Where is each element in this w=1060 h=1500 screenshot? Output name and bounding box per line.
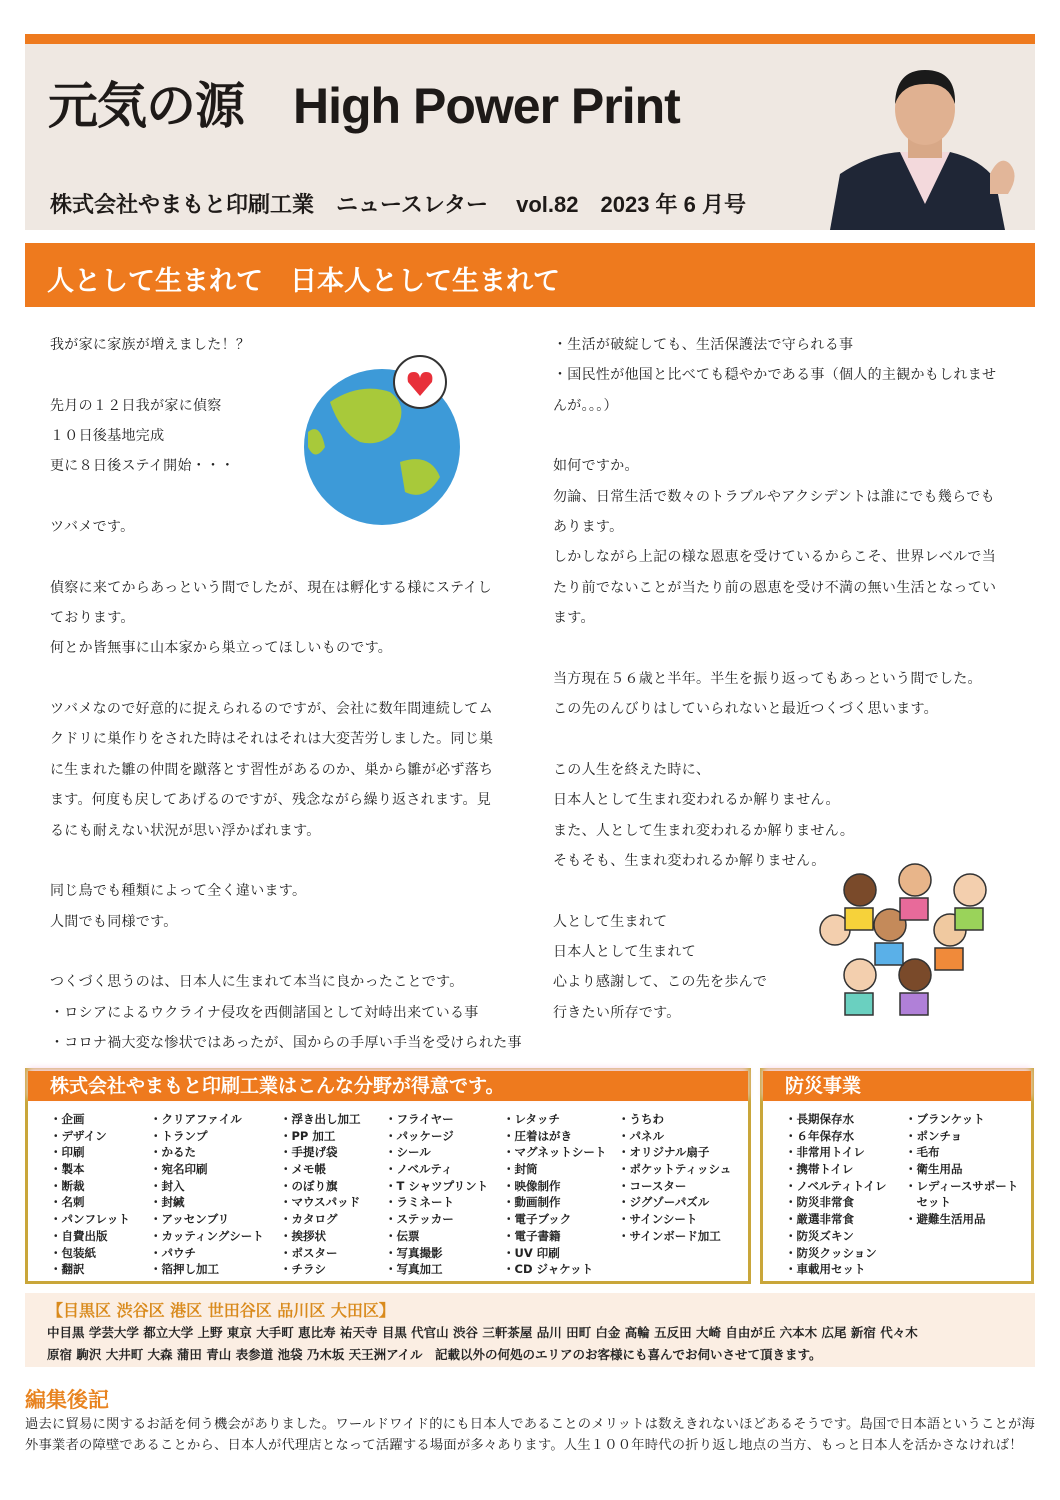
service-item: ・トランプ <box>150 1128 208 1143</box>
services-box <box>25 1068 751 1284</box>
disaster-item: ・ブランケット <box>905 1112 985 1126</box>
article-line <box>50 937 520 967</box>
article-line: 如何ですか。 <box>553 458 639 475</box>
service-item: ・オリジナル扇子 <box>618 1145 710 1160</box>
article-line: ・コロナ禍大変な惨状ではあったが、国からの手厚い手当を受けられた事 <box>50 1034 522 1051</box>
disaster-item: ・６年保存水 <box>785 1128 854 1143</box>
service-item: ・宛名印刷 <box>150 1162 208 1177</box>
article-line: 何とか皆無事に山本家から巣立ってほしいものです。 <box>50 640 393 657</box>
service-item: ・サインボード加工 <box>618 1228 721 1243</box>
service-item: ・包装紙 <box>50 1245 96 1260</box>
service-item: ・映像制作 <box>503 1178 561 1193</box>
service-item: ・ラミネート <box>385 1195 454 1210</box>
service-item: ・動画制作 <box>503 1195 561 1210</box>
editor-note-title: 編集後記 <box>25 1388 109 1412</box>
article-line: 同じ鳥でも種類によって全く違います。 <box>50 883 307 900</box>
article-line: ・ロシアによるウクライナ侵攻を西側諸国として対峙出来ている事 <box>50 1004 479 1021</box>
disaster-item: ・携帯トイレ <box>785 1162 854 1177</box>
disaster-list <box>785 1111 887 1278</box>
article-line: 偵察に来てからあっという間でしたが、現在は孵化する様にステイし <box>50 579 492 596</box>
article-line: 我が家に家族が増えました！？ <box>50 337 251 353</box>
article-headline: 人として生まれて 日本人として生まれて <box>47 266 560 297</box>
service-item: ・UV 印刷 <box>503 1245 560 1260</box>
article-line <box>50 664 520 694</box>
service-item: ・マグネットシート <box>503 1145 607 1160</box>
service-item: ・封筒 <box>503 1162 538 1177</box>
disaster-prevention-title: 防災事業 <box>763 1071 1031 1101</box>
service-item: ・封緘 <box>150 1195 185 1210</box>
service-item: ・パウチ <box>150 1245 196 1260</box>
service-item: ・写真撮影 <box>385 1245 443 1260</box>
services-list <box>503 1111 606 1278</box>
article-line: ております。 <box>50 610 135 627</box>
service-item: ・浮き出し加工 <box>280 1112 361 1126</box>
service-item: ・ポスター <box>280 1245 338 1260</box>
disaster-item: ・レディースサポート <box>905 1178 1019 1193</box>
article-line: あります。 <box>553 519 624 536</box>
service-item: ・圧着はがき <box>503 1128 572 1143</box>
disaster-item: セット <box>905 1195 951 1210</box>
services-list <box>618 1111 731 1245</box>
article-line: しかしながら上記の様な恩恵を受けているからこそ、世界レベルで当 <box>553 549 997 566</box>
service-item: ・製本 <box>50 1162 85 1177</box>
service-item: ・ジグゾーパズル <box>618 1195 710 1210</box>
service-item: ・断裁 <box>50 1178 85 1193</box>
article-line: この先のんびりはしていられないと最近つくづく思います。 <box>553 701 938 718</box>
service-item: ・T シャツプリント <box>385 1178 489 1193</box>
service-item: ・パンフレット <box>50 1212 130 1227</box>
article-line: 心より感謝して、この先を歩んで <box>553 974 768 991</box>
article-line: に生まれた雛の仲間を蹴落とす習性があるのか、巣から雛が必ず落ち <box>50 761 494 778</box>
service-item: ・アッセンブリ <box>150 1212 230 1227</box>
services-list <box>150 1111 264 1278</box>
service-item: ・ノベルティ <box>385 1162 453 1177</box>
service-item: ・カッティングシート <box>150 1228 264 1243</box>
service-area-line: 原宿 駒沢 大井町 大森 蒲田 青山 表参道 池袋 乃木坂 天王洲アイル 記載以外の何処のエリアのお客様にも喜んでお伺いさせて頂きます。 <box>47 1347 822 1362</box>
article-line <box>50 542 520 572</box>
article-line: ・国民性が他国と比べても穏やかである事（個人的主観かもしれませ <box>553 367 997 384</box>
service-item: ・CD ジャケット <box>503 1262 594 1277</box>
service-item: ・カタログ <box>280 1212 338 1227</box>
service-item: ・クリアファイル <box>150 1112 242 1126</box>
disaster-item: ・厳選非常食 <box>785 1212 854 1227</box>
article-line <box>553 633 1023 663</box>
service-item: ・ステッカー <box>385 1212 454 1227</box>
article-line: ・生活が破綻しても、生活保護法で守られる事 <box>553 337 854 353</box>
article-line: つくづく思うのは、日本人に生まれて本当に良かったことです。 <box>50 974 464 991</box>
service-item: ・企画 <box>50 1112 85 1126</box>
article-line: ます。 <box>553 610 595 627</box>
services-list <box>280 1111 361 1278</box>
services-title: 株式会社やまもと印刷工業はこんな分野が得意です。 <box>28 1071 748 1101</box>
service-item: ・封入 <box>150 1178 185 1193</box>
children-illustration <box>805 850 1010 1035</box>
disaster-item: ・防災ズキン <box>785 1228 854 1243</box>
services-list <box>385 1111 488 1278</box>
article-line: 人として生まれて <box>553 913 668 930</box>
service-item: ・コースター <box>618 1178 687 1193</box>
service-item: ・パネル <box>618 1128 664 1143</box>
services-list <box>50 1111 130 1278</box>
disaster-item: ・防災非常食 <box>785 1195 854 1210</box>
disaster-item: ・避難生活用品 <box>905 1212 986 1227</box>
service-item: ・電子書籍 <box>503 1228 561 1243</box>
service-item: ・翻訳 <box>50 1262 85 1277</box>
service-item: ・うちわ <box>618 1112 664 1126</box>
disaster-list <box>905 1111 1018 1228</box>
article-line: 更に８日後ステイ開始・・・ <box>50 458 235 475</box>
newsletter-title: 元気の源 High Power Print <box>48 78 680 134</box>
service-area-title: 【目黒区 渋谷区 港区 世田谷区 品川区 大田区】 <box>47 1301 395 1320</box>
disaster-prevention-box <box>760 1068 1034 1284</box>
top-accent-bar <box>25 34 1035 44</box>
article-line: 行きたい所存です。 <box>553 1004 681 1021</box>
article-line: ツバメなので好意的に捉えられるのですが、会社に数年間連続してム <box>50 701 494 718</box>
article-line: クドリに巣作りをされた時はそれはそれは大変苦労しました。同じ巣 <box>50 731 494 748</box>
article-line: １０日後基地完成 <box>50 428 165 445</box>
article-line: 勿論、日常生活で数々のトラブルやアクシデントは誰にでも幾らでも <box>553 488 995 505</box>
article-line: 当方現在５６歳と半年。半生を振り返ってもあっという間でした。 <box>553 670 982 687</box>
service-item: ・サインシート <box>618 1212 698 1227</box>
disaster-item: ・非常用トイレ <box>785 1145 865 1160</box>
disaster-item: ・毛布 <box>905 1145 940 1160</box>
disaster-item: ・ノベルティトイレ <box>785 1178 887 1193</box>
service-item: ・のぼり旗 <box>280 1178 338 1193</box>
article-line: 先月の１２日我が家に偵察 <box>50 397 222 414</box>
article-line <box>553 421 1023 451</box>
disaster-item: ・車載用セット <box>785 1262 866 1277</box>
editor-note-text: 過去に貿易に関するお話を伺う機会がありました。ワールドワイド的にも日本人であることのメリットは数えきれないほどあるそうです。島国で日本語ということが海外事業者の障壁であることから、日本人が代理店となって活躍する場面が多々あります。人生１００年時代の折り返し地点の当方、もっと日本人を活かさなければ！ <box>25 1417 1036 1453</box>
service-item: ・名刺 <box>50 1195 85 1210</box>
article-line: ます。何度も戻してあげるのですが、残念ながら繰り返されます。見 <box>50 792 492 809</box>
disaster-item: ・ポンチョ <box>905 1128 963 1143</box>
article-line: 日本人として生まれ変われるか解りません。 <box>553 792 840 809</box>
service-item: ・パッケージ <box>385 1128 454 1143</box>
article-line <box>50 846 520 876</box>
author-photo <box>830 64 1020 230</box>
service-item: ・レタッチ <box>503 1112 561 1126</box>
service-area-line: 中目黒 学芸大学 都立大学 上野 東京 大手町 恵比寿 祐天寺 目黒 代官山 渋谷 三軒茶屋 品川 田町 白金 高輪 五反田 大崎 自由が丘 六本木 広尾 新宿 代々木 <box>47 1325 918 1340</box>
globe-heart-illustration <box>300 352 465 527</box>
service-item: ・挨拶状 <box>280 1228 326 1243</box>
service-item: ・フライヤー <box>385 1112 454 1126</box>
service-item: ・手提げ袋 <box>280 1145 338 1160</box>
service-area-box <box>25 1293 1035 1367</box>
service-item: ・PP 加工 <box>280 1128 336 1143</box>
service-item: ・伝票 <box>385 1228 420 1243</box>
article-line <box>553 724 1023 754</box>
service-item: ・シール <box>385 1145 431 1160</box>
article-line: るにも耐えない状況が思い浮かばれます。 <box>50 822 321 839</box>
service-item: ・かるた <box>150 1145 196 1160</box>
service-item: ・箔押し加工 <box>150 1262 219 1277</box>
service-item: ・メモ帳 <box>280 1162 326 1177</box>
article-line: んが。。。） <box>553 397 618 414</box>
disaster-item: ・衛生用品 <box>905 1162 963 1177</box>
service-item: ・写真加工 <box>385 1262 443 1277</box>
disaster-item: ・長期保存水 <box>785 1112 854 1126</box>
service-item: ・デザイン <box>50 1128 107 1143</box>
disaster-item: ・防災クッション <box>785 1245 877 1260</box>
article-line: また、人として生まれ変われるか解りません。 <box>553 822 855 839</box>
service-item: ・電子ブック <box>503 1212 572 1227</box>
article-line: そもそも、生まれ変われるか解りません。 <box>553 852 826 869</box>
service-item: ・自費出版 <box>50 1228 108 1243</box>
newsletter-subtitle: 株式会社やまもと印刷工業 ニュースレター vol.82 2023 年 6 月号 <box>50 192 747 217</box>
article-line: この人生を終えた時に、 <box>553 761 711 778</box>
service-item: ・チラシ <box>280 1262 326 1277</box>
service-item: ・印刷 <box>50 1145 85 1160</box>
article-line: たり前でないことが当たり前の恩恵を受け不満の無い生活となってい <box>553 579 997 596</box>
article-line: 日本人として生まれて <box>553 943 696 960</box>
service-item: ・マウスパッド <box>280 1195 361 1210</box>
article-line: 人間でも同様です。 <box>50 913 178 930</box>
article-line: ツバメです。 <box>50 519 135 536</box>
service-item: ・ポケットティッシュ <box>618 1162 732 1177</box>
